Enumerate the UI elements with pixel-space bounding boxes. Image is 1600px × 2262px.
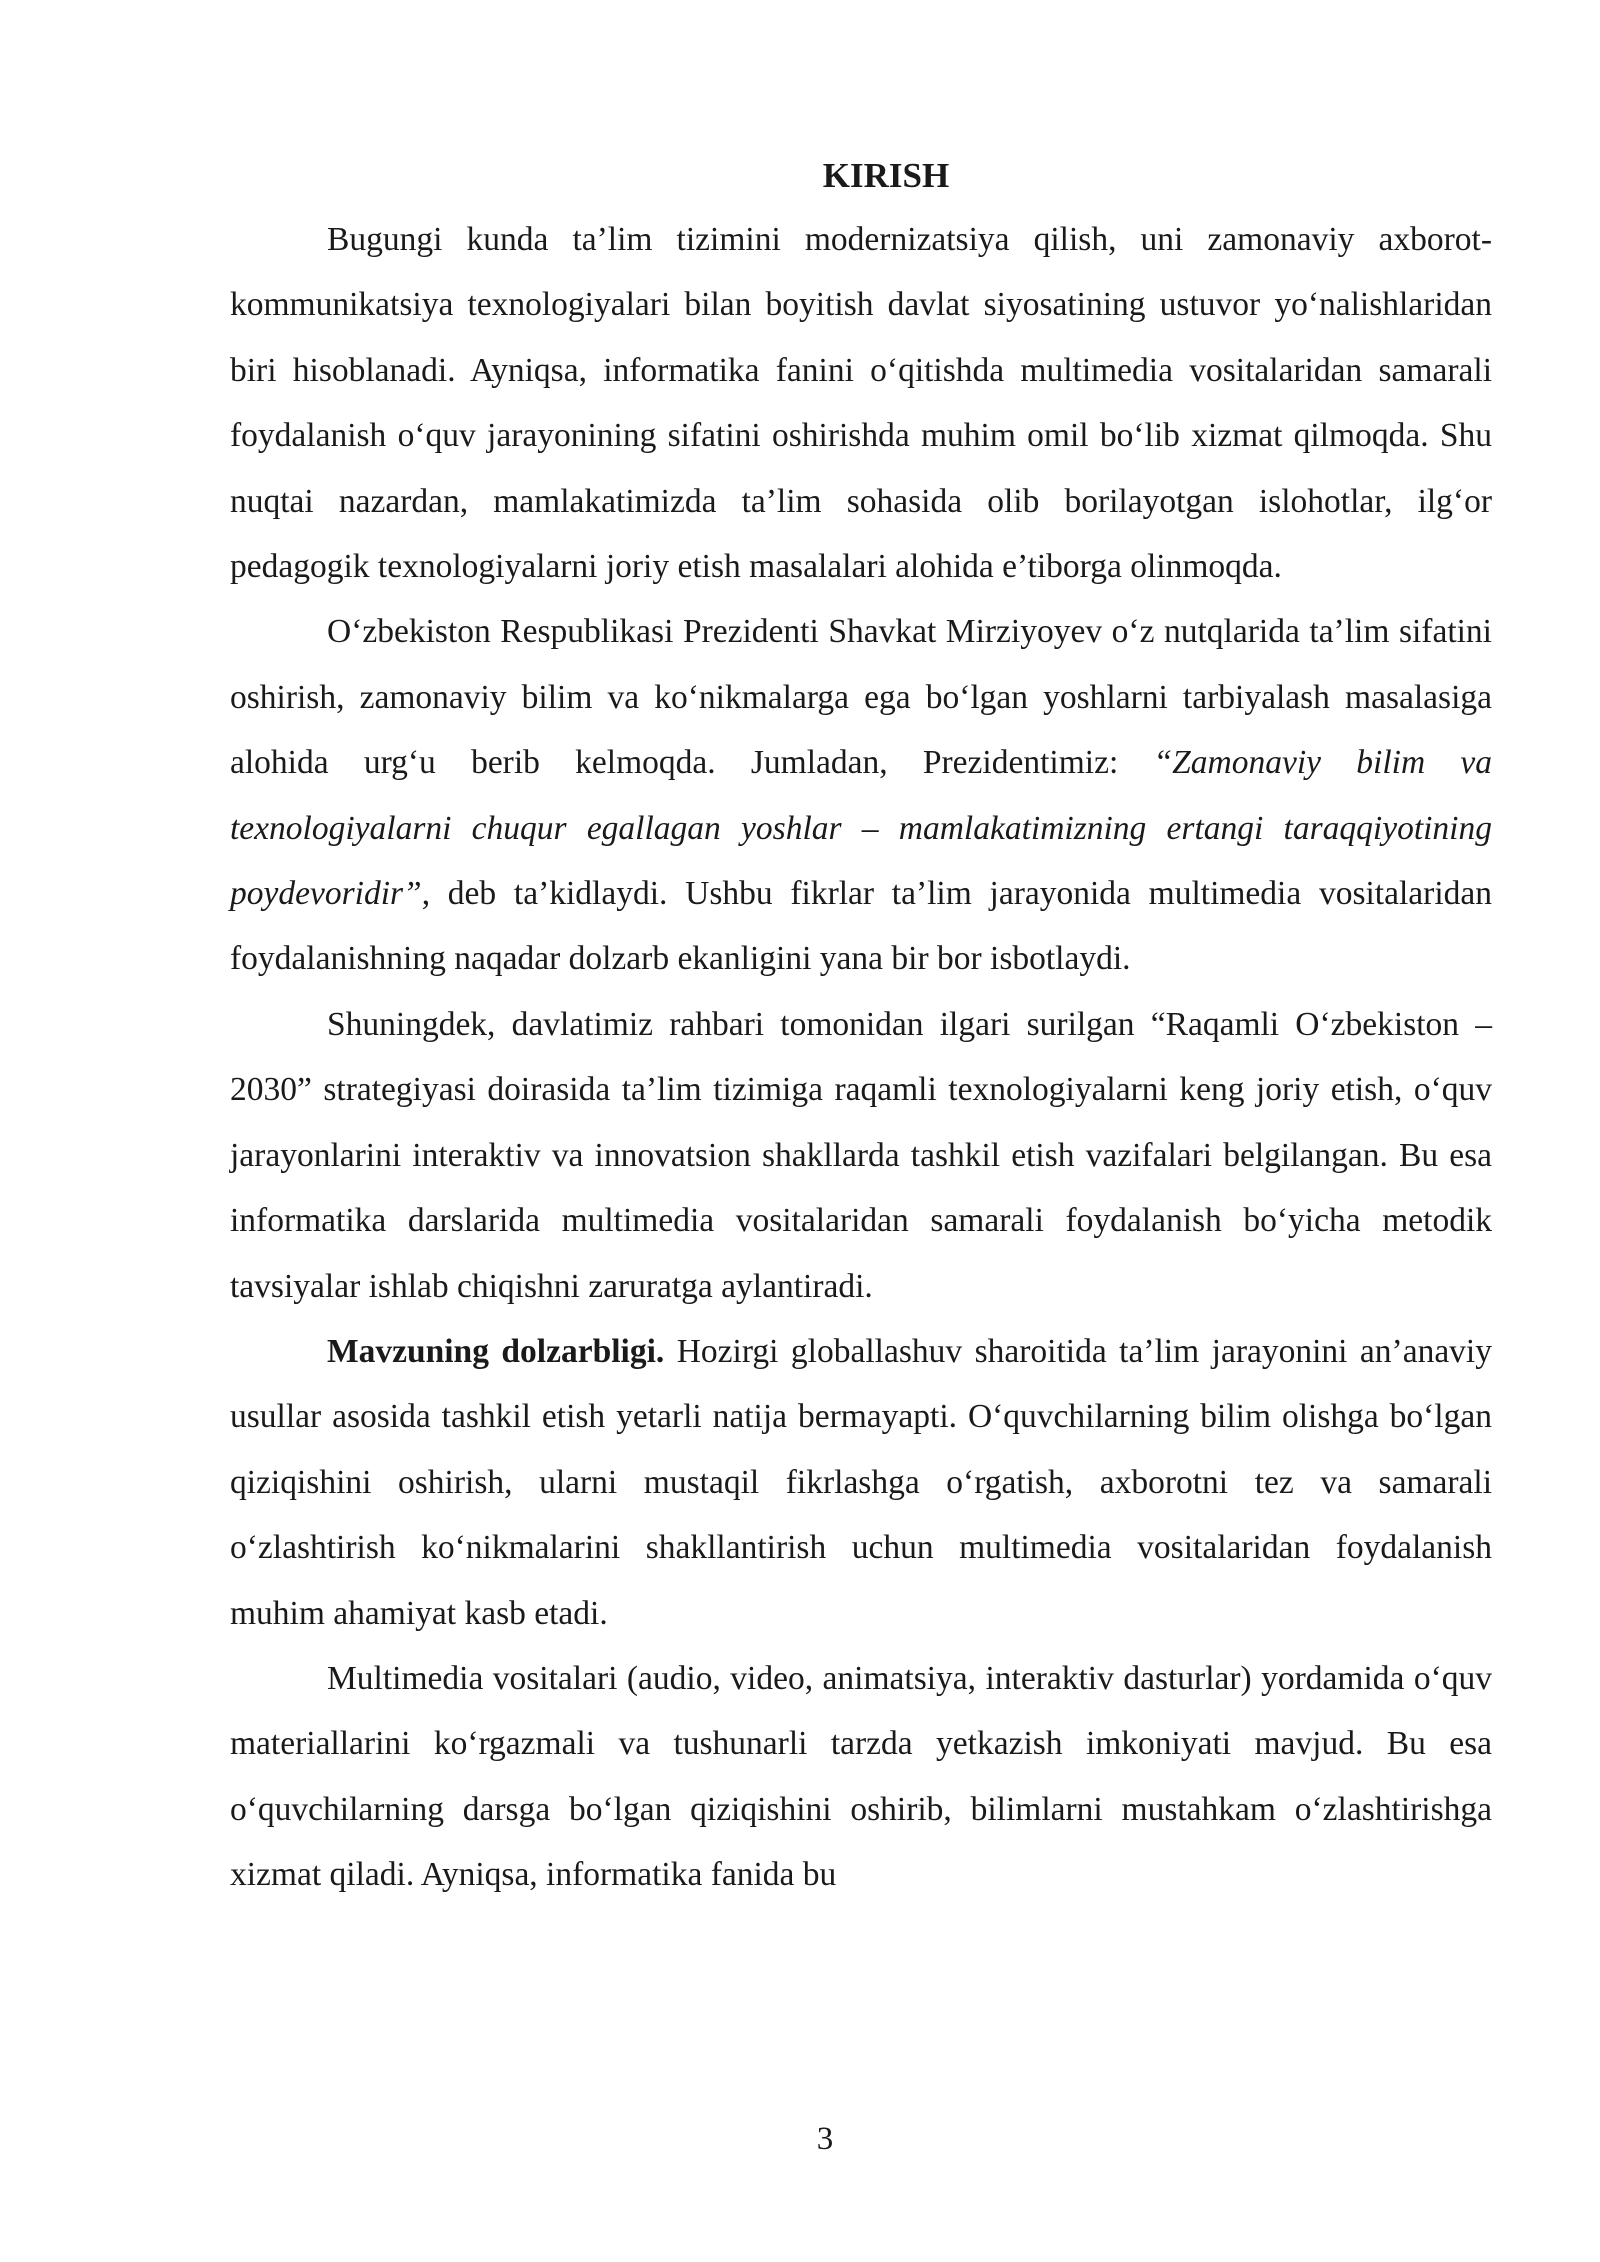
paragraph-intro: Bugungi kunda ta’lim tizimini modernizatsiya qilish, uni zamonaviy axborot-kommunikatsiya texnologiyalari bilan boyitish davlat siyosatining ustuvor yo‘nalishlaridan biri hisoblanadi. Ayniqsa, informatika fanini o‘qitishda multimedia vositalaridan samarali foydalanish o‘quv jarayonining sifatini oshirishda muhim omil bo‘lib xizmat qilmoqda. Shu nuqtai nazardan, mamlakatimizda ta’lim sohasida olib borilayotgan islohotlar, ilg‘or pedagogik texnologiyalarni joriy etish masalalari alohida e’tiborga olinmoqda. bbox=[230, 221, 1492, 586]
relevance-heading: Mavzuning dolzarbligi. bbox=[327, 1332, 665, 1370]
president-quote: “Zamonaviy bilim va texnologiyalarni chuqur egallagan yoshlar – mamlakatimizning ertangi taraqqiyotining poydevoridir” bbox=[230, 744, 1493, 913]
document-page bbox=[230, 150, 1492, 1908]
page-number: 3 bbox=[816, 2121, 834, 2157]
section-title: KIRISH bbox=[822, 156, 950, 195]
relevance-text: Hozirgi globallashuv sharoitida ta’lim jarayonini an’anaviy usullar asosida tashkil etish yetarli natija bermayapti. O‘quvchilarning bilim olishga bo‘lgan qiziqishini oshirish, ularni mustaqil fikrlashga o‘rgatish, axborotni tez va samarali o‘zlashtirish ko‘nikmalarini shakllantirish uchun multimedia vositalaridan foydalanish muhim ahamiyat kasb etadi. bbox=[230, 1332, 1492, 1632]
paragraph-president-text-after: , deb ta’kidlaydi. Ushbu fikrlar ta’lim jarayonida multimedia vositalaridan foydalanishning naqadar dolzarb ekanligini yana bir bor isbotlaydi. bbox=[230, 875, 1492, 978]
paragraph-relevance bbox=[230, 1319, 1492, 1646]
paragraph-digital-strategy: Shuningdek, davlatimiz rahbari tomonidan ilgari surilgan “Raqamli O‘zbekiston – 2030” strategiyasi doirasida ta’lim tizimiga raqamli texnologiyalarni keng joriy etish, o‘quv jarayonlarini interaktiv va innovatsion shakllarda tashkil etish vazifalari belgilangan. Bu esa informatika darslarida multimedia vositalaridan samarali foydalanish bo‘yicha metodik tavsiyalar ishlab chiqishni zaruratga aylantiradi. bbox=[230, 1005, 1492, 1305]
paragraph-president-text-before: O‘zbekiston Respublikasi Prezidenti Shavkat Mirziyoyev o‘z nutqlarida ta’lim sifatini oshirish, zamonaviy bilim va ko‘nikmalarga ega bo‘lgan yoshlarni tarbiyalash masalasiga alohida urg‘u berib kelmoqda. Jumladan, Prezidentimiz: bbox=[230, 613, 1492, 782]
paragraph-multimedia-tools: Multimedia vositalari (audio, video, animatsiya, interaktiv dasturlar) yordamida o‘quv materiallarini ko‘rgazmali va tushunarli tarzda yetkazish imkoniyati mavjud. Bu esa o‘quvchilarning darsga bo‘lgan qiziqishini oshirib, bilimlarni mustahkam o‘zlashtirishga xizmat qiladi. Ayniqsa, informatika fanida bu bbox=[230, 1659, 1492, 1894]
paragraph-president-quote bbox=[230, 599, 1492, 991]
